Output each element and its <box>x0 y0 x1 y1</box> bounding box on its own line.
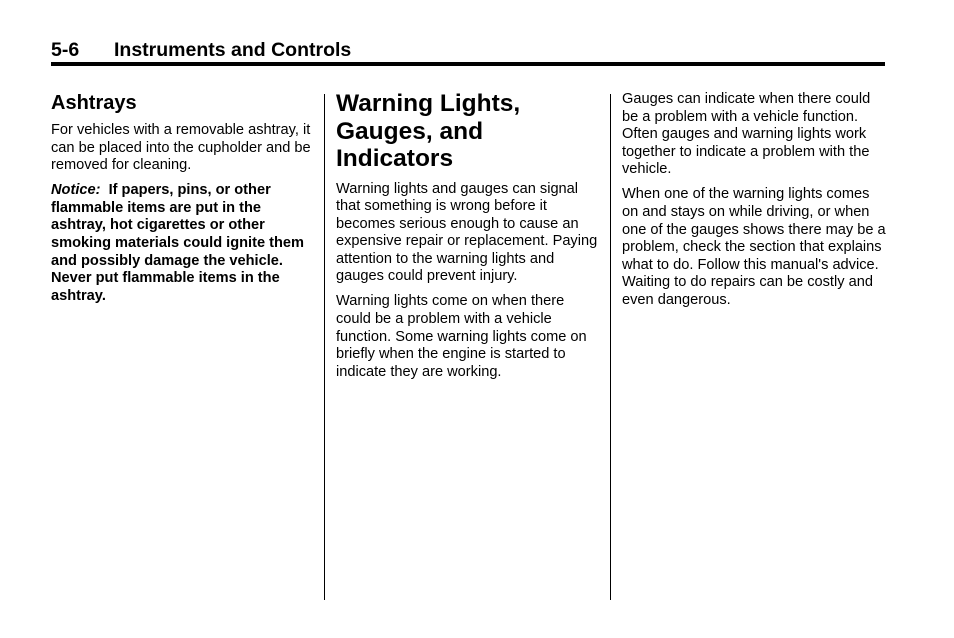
right-paragraph: Gauges can indicate when there could be a problem with a vehicle function. Often gauges and warning lights work together to indicate a problem with the vehicle. <box>622 91 871 178</box>
middle-paragraph: Warning lights and gauges can signal that something is wrong before it becomes serious enough to cause an expensive repair or replacement. Paying attention to the warning lights and gauges could prevent injury. <box>336 180 598 285</box>
column-divider-right <box>610 94 611 600</box>
page-number: 5-6 <box>51 39 80 61</box>
left-column <box>51 92 313 313</box>
warning-lights-heading: Warning Lights, Gauges, and Indicators <box>336 90 521 172</box>
page-header <box>51 38 885 66</box>
right-paragraph: When one of the warning lights comes on and stays on while driving, or when one of the gauges shows there may be a problem, check the section that explains what to do. Follow this manual's advice. Waiting to do repairs can be costly and even dangerous. <box>622 186 886 308</box>
ashtrays-paragraph: For vehicles with a removable ashtray, it can be placed into the cupholder and be removed for cleaning. <box>51 122 311 174</box>
ashtrays-heading: Ashtrays <box>51 92 137 114</box>
notice-text: If papers, pins, or other flammable items are put in the ashtray, hot cigarettes or other smoking materials could ignite them and possibly damage the vehicle. Never put flammable items in the ashtray. <box>51 182 305 304</box>
middle-column <box>336 90 600 389</box>
notice-label: Notice: <box>51 182 101 199</box>
middle-paragraph: Warning lights come on when there could be a problem with a vehicle function. Some warning lights come on briefly when the engine is started to indicate they are working. <box>336 293 587 380</box>
header-rule <box>51 62 885 66</box>
right-column <box>622 91 886 317</box>
column-divider-left <box>324 94 325 600</box>
section-title: Instruments and Controls <box>114 39 352 61</box>
notice-block <box>51 182 313 305</box>
